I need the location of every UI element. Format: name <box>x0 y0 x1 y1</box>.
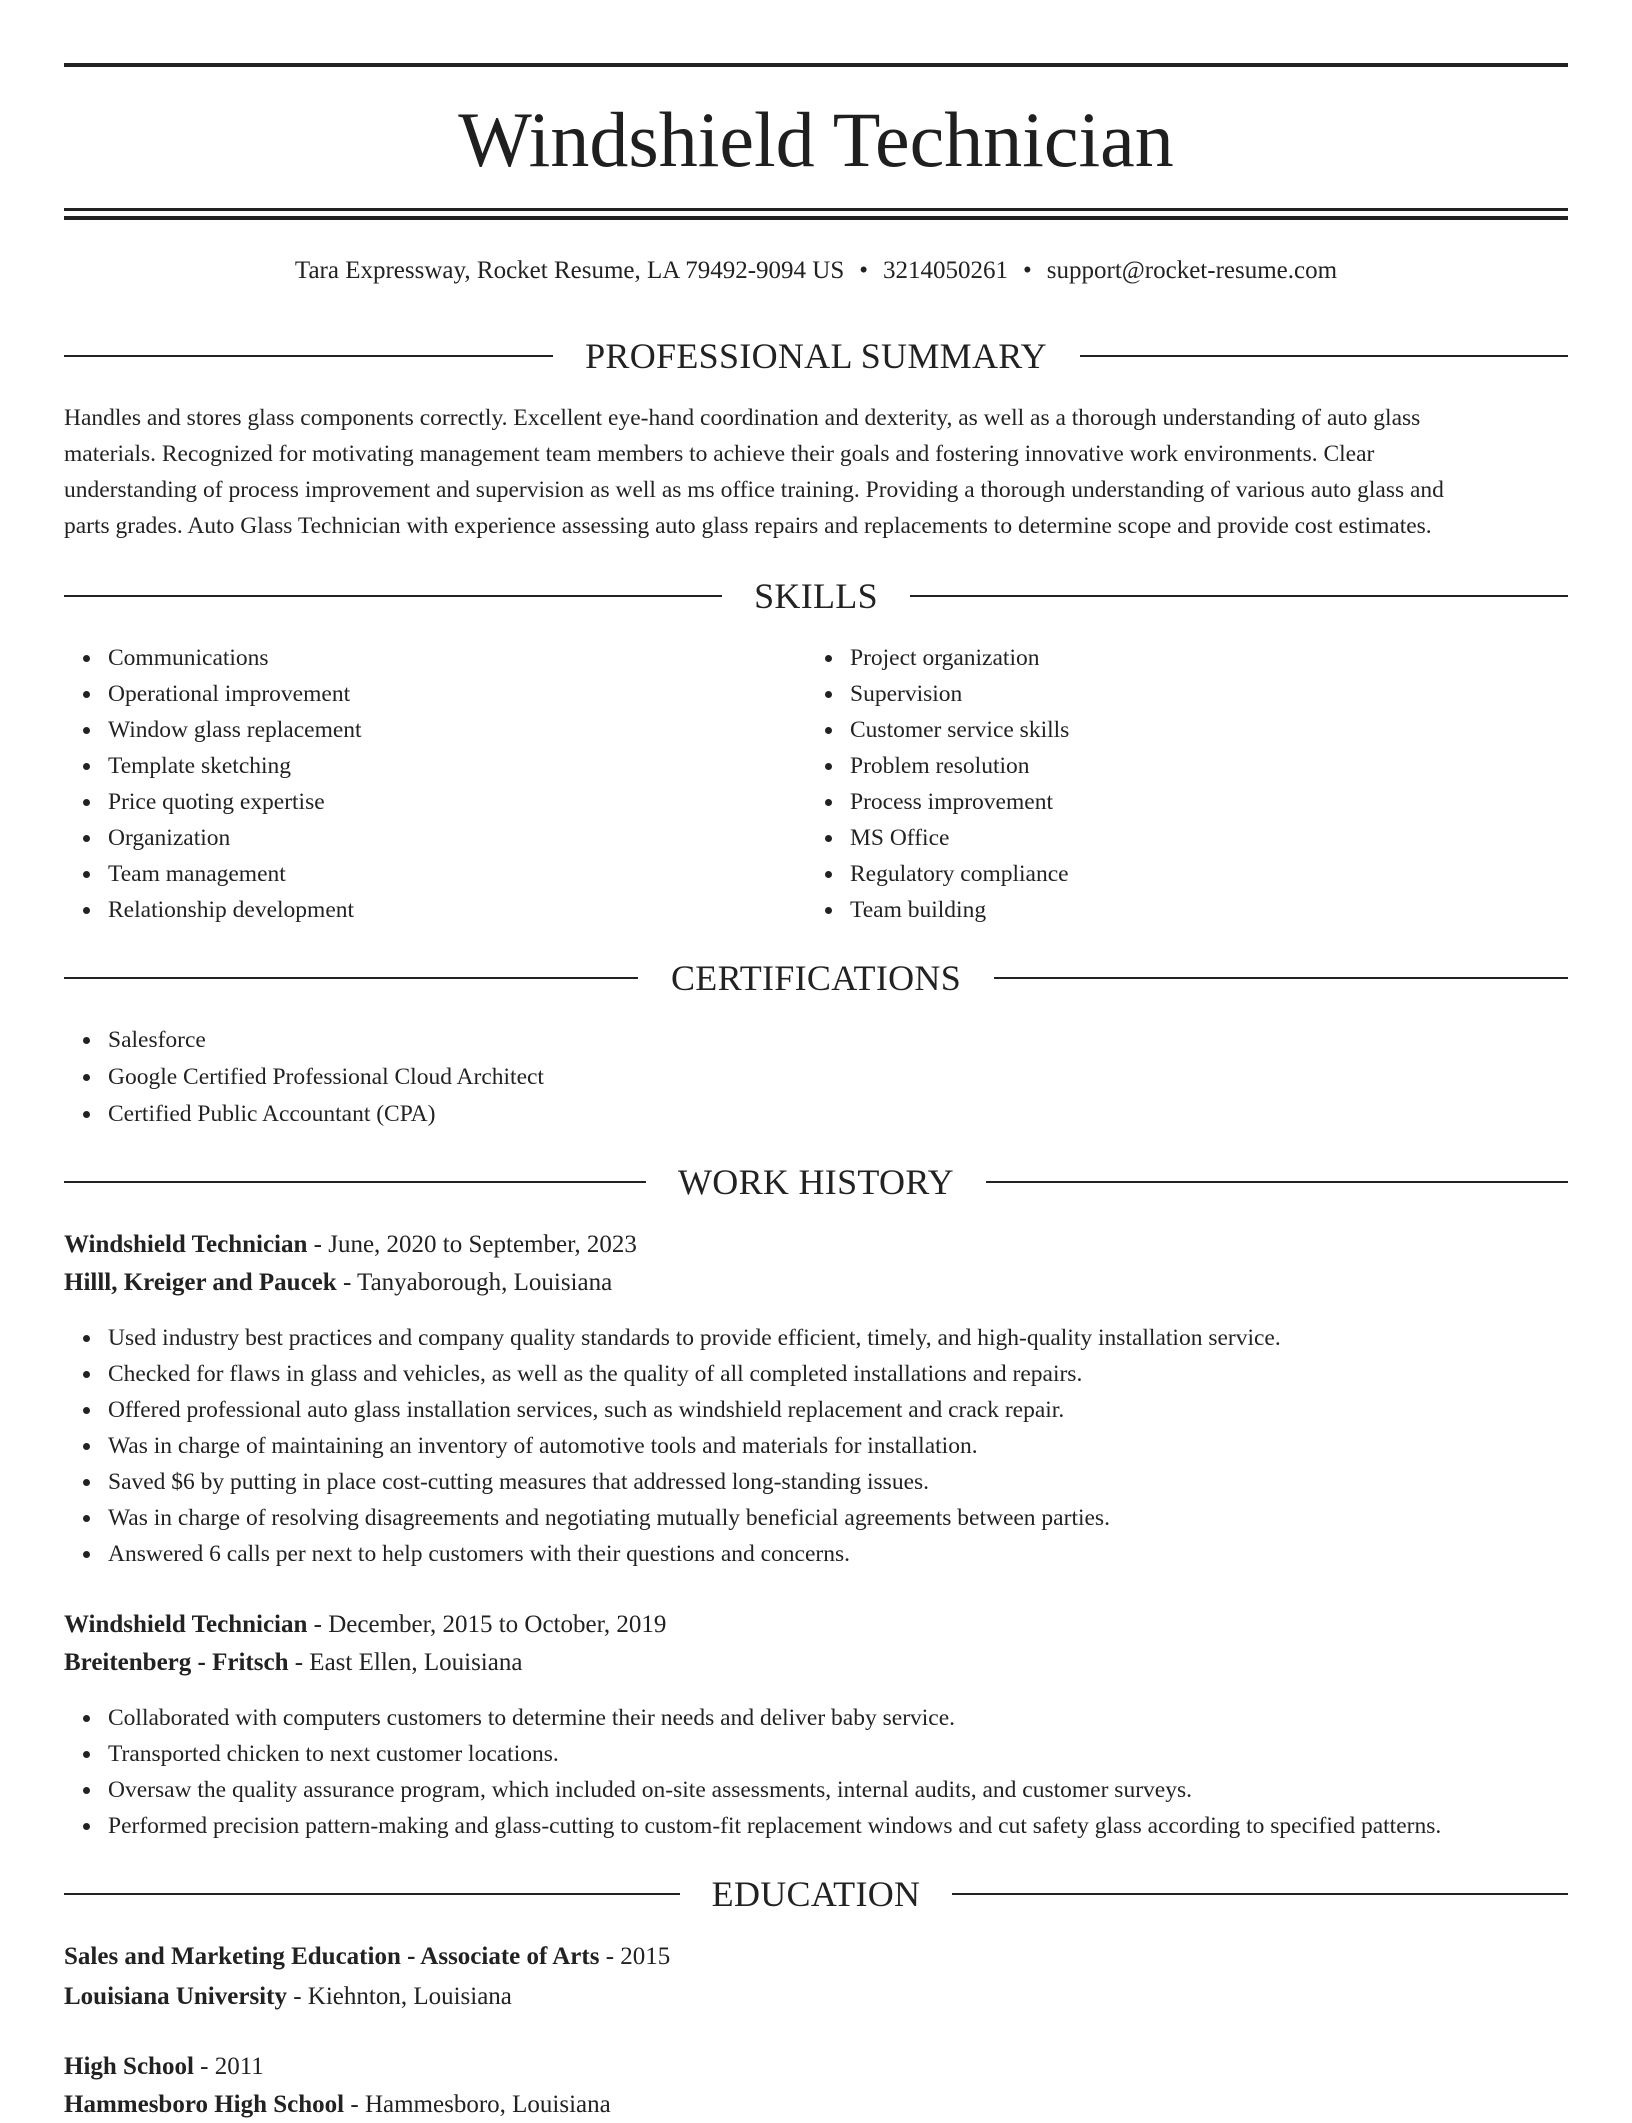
resume-title: Windshield Technician <box>458 96 1174 183</box>
certification-item: Google Certified Professional Cloud Architect <box>108 1059 1508 1096</box>
education-degree-line <box>64 2049 264 2085</box>
education-location: - Kiehnton, Louisiana <box>286 1983 512 2010</box>
skill-item: Supervision <box>850 676 1550 712</box>
skill-item: MS Office <box>850 820 1550 856</box>
job-location: - East Ellen, Louisiana <box>288 1649 523 1676</box>
education-degree: Sales and Marketing Education - Associate of Arts <box>64 1943 600 1970</box>
certifications-heading <box>64 956 1568 1000</box>
job-bullet: Offered professional auto glass installation services, such as windshield replacement and crack repair. <box>108 1392 1608 1428</box>
education-year: - 2011 <box>193 2053 264 2080</box>
contact-address: Tara Expressway, Rocket Resume, LA 79492-9094 US <box>294 257 845 284</box>
job-bullet: Collaborated with computers customers to determine their needs and deliver baby service. <box>108 1700 1618 1736</box>
summary-line: parts grades. Auto Glass Technician with experience assessing auto glass repairs and replacements to determine scope and provide cost estimates. <box>64 513 1432 539</box>
contact-line <box>64 254 1568 288</box>
job-title: Windshield Technician <box>64 1231 308 1258</box>
skill-item: Regulatory compliance <box>850 856 1550 892</box>
contact-separator: • <box>859 257 868 284</box>
job-bullet: Performed precision pattern-making and glass-cutting to custom-fit replacement windows and cut safety glass according to specified patterns. <box>108 1808 1618 1844</box>
skills-list-left <box>64 640 808 928</box>
job-title-line <box>64 1607 666 1643</box>
skill-item: Customer service skills <box>850 712 1550 748</box>
job-bullets <box>64 1320 1608 1572</box>
education-school: Louisiana University <box>64 1983 287 2010</box>
skill-item: Organization <box>108 820 808 856</box>
work-heading <box>64 1160 1568 1204</box>
education-heading-text: EDUCATION <box>711 1874 921 1914</box>
skill-item: Template sketching <box>108 748 808 784</box>
skills-heading <box>64 574 1568 618</box>
education-heading <box>64 1872 1568 1916</box>
job-bullets <box>64 1700 1618 1844</box>
skill-item: Relationship development <box>108 892 808 928</box>
skill-item: Team building <box>850 892 1550 928</box>
job-bullet: Answered 6 calls per next to help customers with their questions and concerns. <box>108 1536 1608 1572</box>
education-school-line <box>64 1979 512 2015</box>
skill-item: Price quoting expertise <box>108 784 808 820</box>
skill-item: Window glass replacement <box>108 712 808 748</box>
certifications-list <box>64 1022 1508 1133</box>
summary-line: materials. Recognized for motivating management team members to achieve their goals and fostering innovative work environments. Clear <box>64 441 1375 467</box>
skill-item: Communications <box>108 640 808 676</box>
job-company-line <box>64 1265 612 1301</box>
education-school: Hammesboro High School <box>64 2091 345 2118</box>
top-rule <box>64 63 1568 67</box>
summary-line: Handles and stores glass components correctly. Excellent eye-hand coordination and dexterity, as well as a thorough understanding of auto glass <box>64 405 1421 431</box>
work-heading-text: WORK HISTORY <box>678 1162 954 1202</box>
contact-email[interactable]: support@rocket-resume.com <box>1046 257 1338 284</box>
job-location: - Tanyaborough, Louisiana <box>336 1269 613 1296</box>
certifications-heading-text: CERTIFICATIONS <box>670 958 962 998</box>
job-bullet: Was in charge of resolving disagreements and negotiating mutually beneficial agreements between parties. <box>108 1500 1608 1536</box>
education-school-line <box>64 2087 611 2123</box>
job-bullet: Saved $6 by putting in place cost-cutting measures that addressed long-standing issues. <box>108 1464 1608 1500</box>
contact-separator: • <box>1023 257 1032 284</box>
skill-item: Team management <box>108 856 808 892</box>
skill-item: Process improvement <box>850 784 1550 820</box>
job-title-line <box>64 1227 637 1263</box>
education-year: - 2015 <box>599 1943 671 1970</box>
skill-item: Project organization <box>850 640 1550 676</box>
certification-item: Certified Public Accountant (CPA) <box>108 1096 1508 1133</box>
job-company-line <box>64 1645 522 1681</box>
skills-heading-text: SKILLS <box>754 576 878 616</box>
job-dates: - June, 2020 to September, 2023 <box>307 1231 637 1258</box>
education-degree: High School <box>64 2053 194 2080</box>
job-bullet: Used industry best practices and company quality standards to provide efficient, timely, and high-quality installation service. <box>108 1320 1608 1356</box>
education-location: - Hammesboro, Louisiana <box>344 2091 611 2118</box>
skills-list-right <box>806 640 1550 928</box>
contact-phone: 3214050261 <box>883 257 1008 284</box>
title-rule-lower <box>64 216 1568 220</box>
skill-item: Problem resolution <box>850 748 1550 784</box>
job-company: Hilll, Kreiger and Paucek <box>64 1269 337 1296</box>
education-degree-line <box>64 1939 670 1975</box>
job-dates: - December, 2015 to October, 2019 <box>307 1611 667 1638</box>
skill-item: Operational improvement <box>108 676 808 712</box>
certification-item: Salesforce <box>108 1022 1508 1059</box>
summary-line: understanding of process improvement and supervision as well as ms office training. Providing a thorough understanding of various auto glass and <box>64 477 1444 503</box>
job-title: Windshield Technician <box>64 1611 308 1638</box>
summary-heading-text: PROFESSIONAL SUMMARY <box>585 336 1047 376</box>
title-rule-upper <box>64 208 1568 211</box>
job-bullet: Checked for flaws in glass and vehicles, as well as the quality of all completed installations and repairs. <box>108 1356 1608 1392</box>
job-bullet: Oversaw the quality assurance program, which included on-site assessments, internal audits, and customer surveys. <box>108 1772 1618 1808</box>
job-company: Breitenberg - Fritsch <box>64 1649 289 1676</box>
job-bullet: Transported chicken to next customer locations. <box>108 1736 1618 1772</box>
summary-text <box>64 400 1568 544</box>
job-bullet: Was in charge of maintaining an inventory of automotive tools and materials for installation. <box>108 1428 1608 1464</box>
summary-heading <box>64 334 1568 378</box>
